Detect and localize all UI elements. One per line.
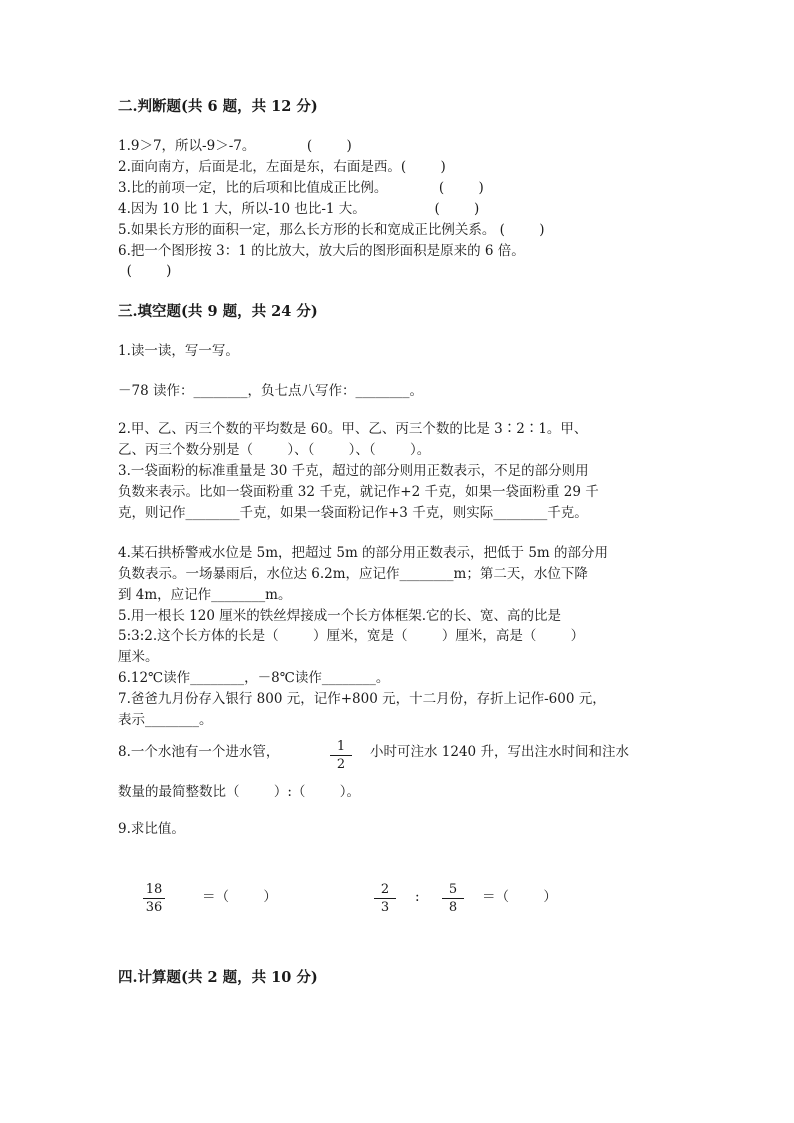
section4-title: 四.计算题(共 2 题，共 10 分) xyxy=(118,969,318,986)
fraction-18-36 xyxy=(143,882,165,915)
fill-question-3-line2: 负数来表示。比如一袋面粉重 32 千克，就记作+2 千克，如果一袋面粉重 29 千 xyxy=(118,484,599,500)
fill-question-6: 6.12℃读作________，－8℃读作________。 xyxy=(118,670,390,686)
fill-question-3-line1: 3.一袋面粉的标准重量是 30 千克，超过的部分则用正数表示，不足的部分则用 xyxy=(118,463,589,479)
fraction-2-3 xyxy=(374,882,396,915)
answer-blank-1: ＝（ ） xyxy=(202,889,277,905)
fill-question-7-line2: 表示________。 xyxy=(118,712,213,728)
fill-question-1-line: －78 读作：________，负七点八写作：________。 xyxy=(118,383,423,399)
fraction-denominator: 8 xyxy=(448,900,458,915)
fraction-bar xyxy=(330,755,352,756)
ratio-colon: : xyxy=(415,889,420,905)
judge-question-6: 6.把一个图形按 3：1 的比放大，放大后的图形面积是原来的 6 倍。 xyxy=(118,243,525,259)
fill-question-7-line1: 7.爸爸九月份存入银行 800 元，记作+800 元，十二月份，存折上记作-600 元， xyxy=(118,691,606,707)
fraction-numerator: 18 xyxy=(145,882,163,897)
section3-title: 三.填空题(共 9 题，共 24 分) xyxy=(118,303,318,320)
fraction-5-8 xyxy=(442,882,464,915)
judge-question-4: 4.因为 10 比 1 大，所以-10 也比-1 大。 ( ) xyxy=(118,201,480,217)
fraction-numerator: 5 xyxy=(448,882,458,897)
fill-question-9: 9.求比值。 xyxy=(118,821,185,837)
fill-question-2-line2: 乙、丙三个数分别是（ ）、（ ）、（ ）。 xyxy=(118,442,431,458)
fill-question-8-line1-end: 小时可注水 1240 升，写出注水时间和注水 xyxy=(370,744,629,760)
fill-question-8-line2: 数量的最简整数比（ ）:（ ）。 xyxy=(118,784,360,800)
fraction-bar xyxy=(442,898,464,899)
fill-question-2-line1: 2.甲、乙、丙三个数的平均数是 60。甲、乙、丙三个数的比是 3∶2∶1。甲、 xyxy=(118,421,588,437)
fill-question-5-line2: 5:3:2.这个长方体的长是（ ）厘米，宽是（ ）厘米，高是（ ） xyxy=(118,628,585,644)
fill-question-4-line2: 负数表示。一场暴雨后，水位达 6.2m，应记作________m；第二天，水位下降 xyxy=(118,566,588,582)
fraction-denominator: 3 xyxy=(380,900,390,915)
fill-question-4-line3: 到 4m，应记作________m。 xyxy=(118,587,292,603)
fraction-bar xyxy=(374,898,396,899)
section2-title: 二.判断题(共 6 题，共 12 分) xyxy=(118,98,318,115)
judge-question-5: 5.如果长方形的面积一定，那么长方形的长和宽成正比例关系。 ( ) xyxy=(118,222,545,238)
fill-question-5-line1: 5.用一根长 120 厘米的铁丝焊接成一个长方体框架.它的长、宽、高的比是 xyxy=(118,608,562,624)
fraction-numerator: 2 xyxy=(380,882,390,897)
judge-question-3: 3.比的前项一定，比的后项和比值成正比例。 ( ) xyxy=(118,180,484,196)
judge-question-2: 2.面向南方，后面是北，左面是东，右面是西。( ) xyxy=(118,159,446,175)
fill-question-1: 1.读一读，写一写。 xyxy=(118,343,239,359)
fill-question-8-line1-start: 8.一个水池有一个进水管， xyxy=(118,744,280,760)
answer-blank-2: ＝（ ） xyxy=(482,889,557,905)
fraction-denominator: 2 xyxy=(336,757,346,772)
fill-question-5-line3: 厘米。 xyxy=(118,649,159,665)
judge-question-1: 1.9＞7，所以-9＞-7。 ( ) xyxy=(118,138,352,154)
fill-question-3-line3: 克，则记作________千克，如果一袋面粉记作+3 千克，则实际________千克。 xyxy=(118,505,588,521)
fraction-bar xyxy=(143,898,165,899)
judge-question-6-answer: ( ) xyxy=(118,263,172,279)
fraction-numerator: 1 xyxy=(336,739,346,754)
fill-question-4-line1: 4.某石拱桥警戒水位是 5m，把超过 5m 的部分用正数表示，把低于 5m 的部分用 xyxy=(118,545,609,561)
fraction-one-half xyxy=(330,739,352,772)
fraction-denominator: 36 xyxy=(145,900,163,915)
